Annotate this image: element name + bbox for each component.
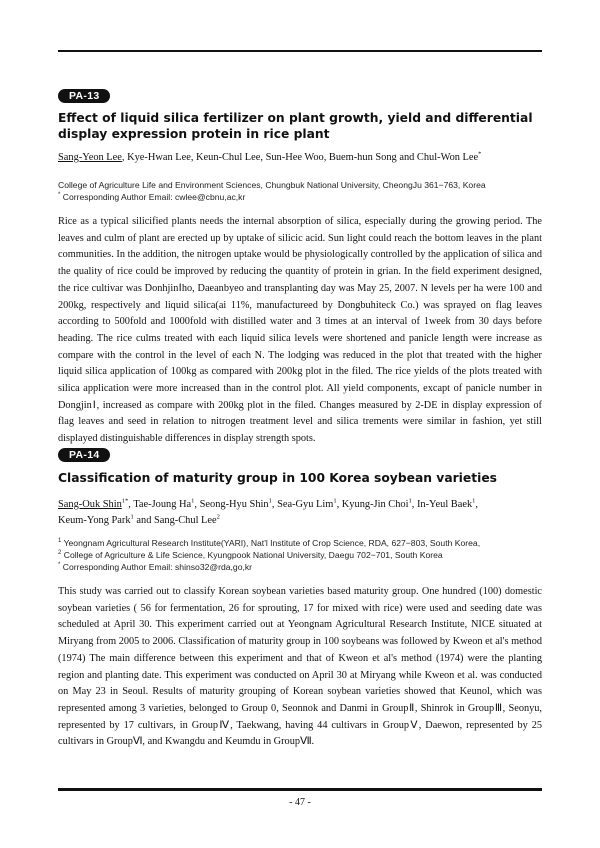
abstract-section-pa13 xyxy=(58,86,542,104)
author: Sang-Chul Lee xyxy=(154,515,217,526)
author: Keum-Yong Park xyxy=(58,515,131,526)
affiliations xyxy=(58,179,542,203)
corresponding-marker: * xyxy=(478,150,482,158)
author: Sea-Gyu Lim xyxy=(277,499,334,510)
author: Kyung-Jin Choi xyxy=(341,499,409,510)
affiliation-line: * Corresponding Author Email: shinso32@rda,go,kr xyxy=(58,562,253,572)
abstract-body-block xyxy=(58,214,542,448)
author: In-Yeul Baek xyxy=(416,499,473,510)
author: Tae-Joung Ha xyxy=(133,499,192,510)
abstract-body-block xyxy=(58,584,542,751)
co-authors: , Kye-Hwan Lee, Keun-Chul Lee, Sun-Hee Woo, Buem-hun Song and Chul-Won Lee xyxy=(121,152,479,163)
first-author: Sang-Yeon Lee xyxy=(58,152,122,163)
abstract-title-block xyxy=(58,110,542,142)
affiliation-line: $^2$ College of Agriculture & Life Science, Kyungpook National University, Daegu 702−701, South Korea xyxy=(58,550,443,560)
page-number: - 47 - xyxy=(289,797,311,808)
bottom-rule xyxy=(58,788,542,791)
author-list: Sang-Ouk Shin$^{1*}$, Tae-Joung Ha$^1$, Seong-Hyu Shin$^1$, Sea-Gyu Lim$^1$, Kyung-Jin Choi$^1$, In-Yeul Baek$^1$, Keum-Yong Park$^1$ and Sang-Chul Lee$^2$ xyxy=(58,497,479,526)
affiliation-line: * Corresponding Author Email: cwlee@cbnu,ac,kr xyxy=(58,192,246,202)
top-rule xyxy=(58,50,542,52)
affiliations xyxy=(58,537,542,573)
affiliation-line: College of Agriculture Life and Environment Sciences, Chungbuk National University, CheongJu 361−763, Korea xyxy=(58,180,486,190)
abstract-body: Rice as a typical silicified plants needs the internal absorption of silica, especially during the growing period. The leaves and culm of plant are erected up by uptake of silicic acid. Sun light could reach the bottom leaves in the plant communities. In the addition, the nitrogen uptake would be physiologically controlled by the application of silica and the quality of rice could be improved by reducing the quantity of protein in grian. In the field experiment designed, the rice cultivar was DonhjinⅠho, Daeanbyeo and transplanting day was May 25, 2007. N levels per ha were 100 and 200kg, respectively and liquid silica(ai 11%, manufactureed by Dongbuhiteck Co.) was sprayed on flag leaves according to 500fold and 1000fold with distilled water and 3 times at an interval of 1week from 30 days before heading. The rice culms treated with each liquid silica levels were shortened and panicle length were increase as compare with the control in the level of each N. The lodging was reduced in the plot that treated with the higher liquid silica application of 100kg as compared with 200kg plot in the filed. The rice yields of the plots treated with silica application were more increased than in the control plot. All yield components, excapt of panicle number in DongjinⅠ, increased as compare with 200kg plot in the filed. Changes measured by 2-DE in display expression of flag leaves and seed in relation to nitrogen treatment level and silica trements were similar in fashion, yet still displayed distinguishable differences in display strength spots. xyxy=(58,216,542,445)
author: Seong-Hyu Shin xyxy=(199,499,269,510)
first-author: Sang-Ouk Shin xyxy=(58,499,122,510)
abstract-title: Classification of maturity group in 100 Korea soybean varieties xyxy=(58,471,497,485)
abstract-title-block xyxy=(58,470,542,486)
abstract-id-badge: PA-14 xyxy=(58,448,110,462)
abstract-body: This study was carried out to classify Korean soybean varieties based maturity group. One hundred (100) domestic soybean varieties ( 56 for fermentation, 26 for sprouting, 17 for mixed with rice) were used and seeding date was scheduled at April 30. This experiment carried out at Yeongnam Agricultural Research Institute, NICE situated at Miryang from 2005 to 2006. Classification of maturity group in 100 soybeans was followed by Kweon et al's method (1974) The main difference between this experiment and that of Kweon et al's method (1974) were the planting region and planting date. This experiment was conducted on April 30 at Miryang while Kweon et al. was conducted on May 23 in Seoul. Results of maturity grouping of Korean soybean varieties showed that Keunol, which was represented among 3 varieties, belonged to Group 0, Seonnok and Danmi in GroupⅡ, Shinrok in GroupⅢ, Seonyu, represented by 17 cultivars, in GroupⅣ, Taekwang, having 44 cultivars in GroupⅤ, Daewon, represented by 25 cultivars in GroupⅥ, and Kwangdu and Keumdu in GroupⅦ. xyxy=(58,586,542,748)
abstract-id-badge: PA-13 xyxy=(58,89,110,103)
author-list xyxy=(58,151,542,165)
abstract-section-pa14 xyxy=(58,445,542,463)
abstract-title: Effect of liquid silica fertilizer on plant growth, yield and differential display expression protein in rice plant xyxy=(58,111,533,141)
affiliation-line: $^1$ Yeongnam Agricultural Research Institute(YARI), Nat'l Institute of Crop Science, RDA, 627−803, South Korea, xyxy=(58,538,481,548)
